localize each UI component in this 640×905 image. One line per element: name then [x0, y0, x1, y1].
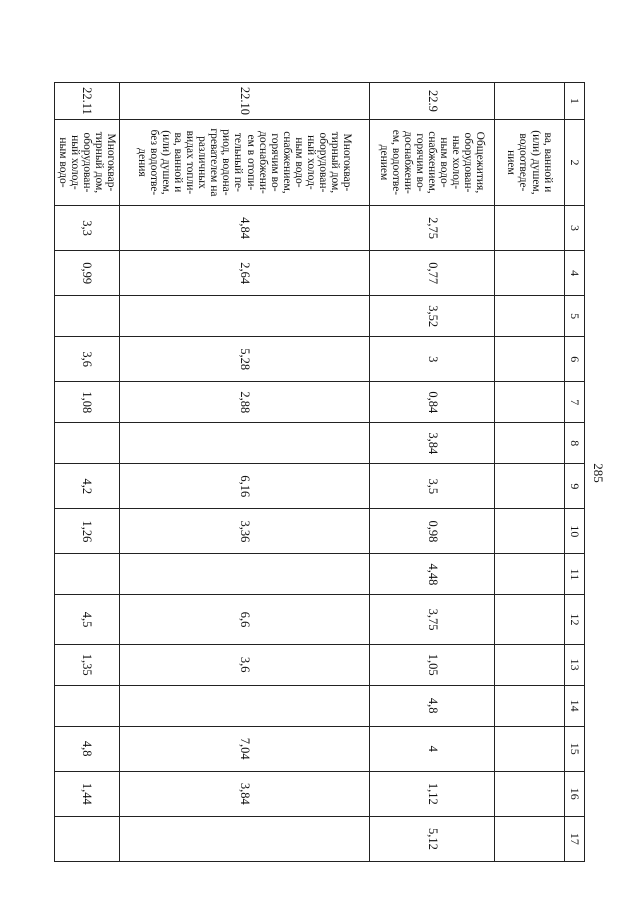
description-line: гревателем на: [208, 128, 221, 197]
header-cell: 1: [565, 83, 585, 120]
header-row: [565, 83, 585, 862]
table-row: [120, 83, 370, 862]
row-description: [54, 119, 119, 205]
value-cell: [495, 509, 565, 554]
header-cell: 6: [565, 337, 585, 382]
table-row: [495, 83, 565, 862]
table-row: [370, 83, 495, 862]
value-cell: 3,52: [370, 296, 495, 337]
value-cell: [495, 296, 565, 337]
row-description: [120, 119, 370, 205]
value-cell: [495, 251, 565, 296]
value-cell: 3,6: [120, 644, 370, 685]
header-cell: 2: [565, 119, 585, 205]
value-cell: 0,98: [370, 509, 495, 554]
description-line: горячим во-: [413, 133, 426, 192]
value-cell: 2,64: [120, 251, 370, 296]
value-cell: 1,44: [54, 771, 119, 816]
value-cell: 5,28: [120, 337, 370, 382]
value-cell: [54, 296, 119, 337]
value-cell: [495, 685, 565, 726]
value-cell: 6,6: [120, 595, 370, 644]
description-line: Общежития,: [474, 131, 487, 194]
description-line: тирный дом,: [329, 131, 341, 194]
table-row: [54, 83, 119, 862]
header-cell: 16: [565, 771, 585, 816]
value-cell: 7,04: [120, 726, 370, 771]
description-line: ный холод-: [68, 135, 81, 190]
value-cell: [54, 685, 119, 726]
value-cell: 5,12: [370, 816, 495, 861]
row-description: [370, 119, 495, 205]
header-cell: 7: [565, 382, 585, 423]
value-cell: 3: [370, 337, 495, 382]
description-line: оборудован-: [80, 132, 93, 193]
value-cell: 3,75: [370, 595, 495, 644]
value-cell: 3,84: [370, 423, 495, 464]
value-cell: [120, 554, 370, 595]
value-cell: 3,84: [120, 771, 370, 816]
description-line: дения: [136, 148, 148, 177]
description-line: тирный дом,: [92, 131, 105, 194]
value-cell: 0,84: [370, 382, 495, 423]
value-cell: [495, 205, 565, 250]
value-cell: 3,36: [120, 509, 370, 554]
header-cell: 13: [565, 644, 585, 685]
description-line: оборудован-: [462, 132, 475, 193]
description-line: доснабжени-: [401, 131, 414, 194]
description-line: (или) душем,: [160, 130, 173, 195]
description-line: Многоквар-: [341, 133, 354, 192]
description-line: видах топли-: [184, 130, 197, 195]
value-cell: 4,48: [370, 554, 495, 595]
value-cell: 0,99: [54, 251, 119, 296]
description-line: ный холод-: [304, 135, 317, 190]
value-cell: 0,77: [370, 251, 495, 296]
value-cell: 1,08: [54, 382, 119, 423]
value-cell: 3,3: [54, 205, 119, 250]
row-code: [495, 83, 565, 120]
description-line: оборудован-: [316, 132, 329, 193]
value-cell: [120, 685, 370, 726]
description-line: различных: [196, 136, 209, 189]
value-cell: [495, 771, 565, 816]
value-cell: [495, 816, 565, 861]
header-cell: 15: [565, 726, 585, 771]
header-cell: 17: [565, 816, 585, 861]
value-cell: 4: [370, 726, 495, 771]
description-line: водоотведе-: [517, 133, 530, 192]
value-cell: [495, 464, 565, 509]
row-code: 22.10: [120, 83, 370, 120]
description-line: ва, ванной и: [172, 132, 185, 193]
value-cell: [495, 337, 565, 382]
description-line: Многоквар-: [105, 133, 117, 192]
description-line: ным водо-: [56, 137, 69, 188]
header-cell: 10: [565, 509, 585, 554]
value-cell: [495, 726, 565, 771]
header-cell: 12: [565, 595, 585, 644]
description-line: горячим во-: [268, 133, 281, 192]
description-line: ем, водоотве-: [389, 129, 402, 196]
value-cell: [495, 595, 565, 644]
value-cell: [495, 554, 565, 595]
description-line: (или) душем,: [529, 130, 542, 195]
rotated-table-stage: [55, 82, 585, 862]
value-cell: 1,35: [54, 644, 119, 685]
value-cell: 4,2: [54, 464, 119, 509]
description-line: снабжением,: [426, 131, 439, 194]
row-code: 22.11: [54, 83, 119, 120]
header-cell: 8: [565, 423, 585, 464]
value-cell: [120, 296, 370, 337]
tariff-table: [54, 82, 585, 862]
row-code: 22.9: [370, 83, 495, 120]
value-cell: [54, 423, 119, 464]
description-line: без водоотве-: [148, 129, 161, 196]
description-line: ные холод-: [450, 135, 463, 190]
value-cell: [120, 423, 370, 464]
description-line: ным водо-: [292, 137, 305, 188]
description-line: нием: [505, 150, 518, 175]
value-cell: 4,8: [54, 726, 119, 771]
value-cell: 3,5: [370, 464, 495, 509]
description-line: дением: [377, 144, 390, 181]
value-cell: 4,5: [54, 595, 119, 644]
header-cell: 4: [565, 251, 585, 296]
description-line: снабжением,: [280, 131, 293, 194]
value-cell: [495, 423, 565, 464]
value-cell: 1,12: [370, 771, 495, 816]
value-cell: [120, 816, 370, 861]
value-cell: 1,05: [370, 644, 495, 685]
description-line: доснабжени-: [256, 131, 269, 194]
description-line: тельный пе-: [232, 132, 245, 192]
description-line: ва, ванной и: [541, 132, 554, 193]
value-cell: [54, 816, 119, 861]
header-cell: 9: [565, 464, 585, 509]
header-cell: 5: [565, 296, 585, 337]
value-cell: [495, 382, 565, 423]
value-cell: 1,26: [54, 509, 119, 554]
header-cell: 3: [565, 205, 585, 250]
header-cell: 14: [565, 685, 585, 726]
value-cell: 3,6: [54, 337, 119, 382]
value-cell: 4,8: [370, 685, 495, 726]
value-cell: 2,88: [120, 382, 370, 423]
description-line: ем в отопи-: [244, 134, 257, 191]
description-line: ным водо-: [438, 137, 451, 188]
page-number: 285: [591, 463, 606, 483]
row-description: [495, 119, 565, 205]
value-cell: 2,75: [370, 205, 495, 250]
value-cell: [54, 554, 119, 595]
value-cell: 4,84: [120, 205, 370, 250]
header-cell: 11: [565, 554, 585, 595]
value-cell: 6,16: [120, 464, 370, 509]
description-line: риод, водона-: [220, 129, 233, 196]
value-cell: [495, 644, 565, 685]
